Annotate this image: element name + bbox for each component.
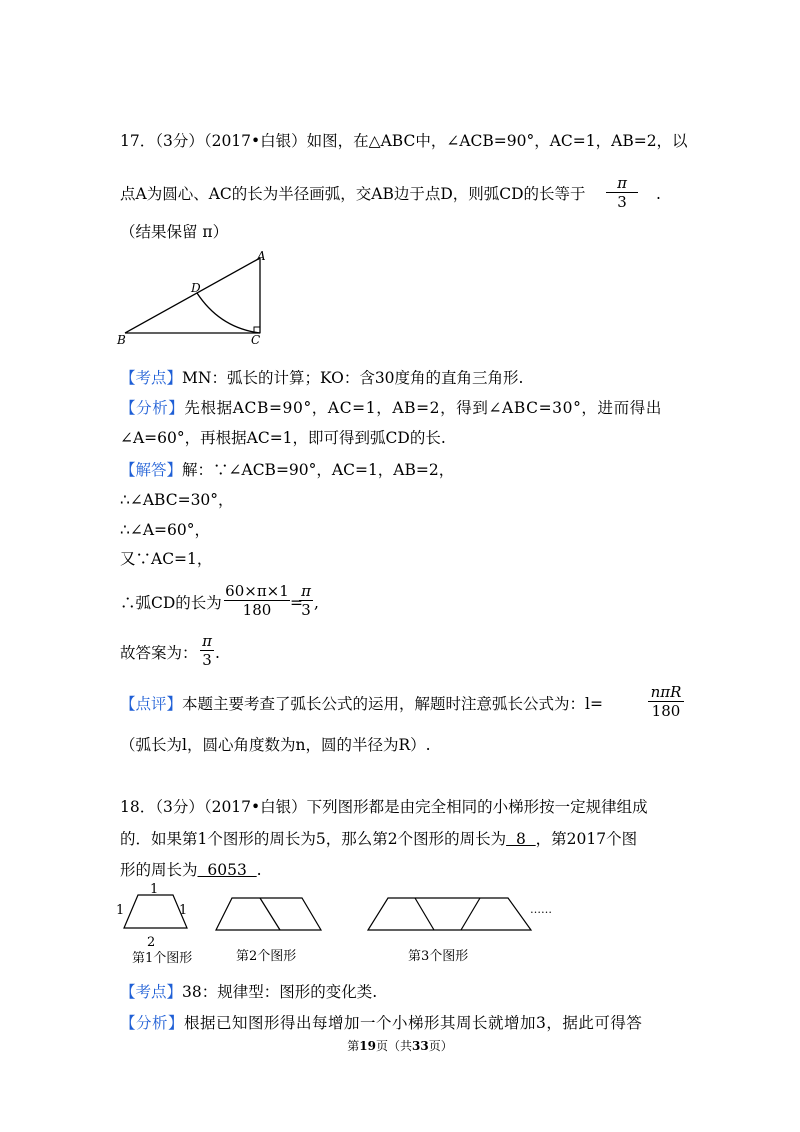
dianping-tag: 【点评】 xyxy=(120,695,183,713)
figure-1-caption: 第1个图形 xyxy=(132,951,193,966)
q17-jieda-4: 又∵AC=1， xyxy=(120,550,213,568)
figure-3-caption: 第3个图形 xyxy=(408,949,469,964)
q17-answer-num: π xyxy=(617,174,627,192)
q17-dianping-2: （弧长为l，圆心角度数为n，圆的半径为R）. xyxy=(120,736,431,754)
fenxi-text-1: 先根据ACB=90°，AC=1，AB=2，得到∠ABC=30°，进而得出 xyxy=(184,399,662,417)
trapezoid-figures xyxy=(110,880,570,970)
q17-line2-end: . xyxy=(656,185,661,203)
q17-dianping xyxy=(120,694,603,714)
guda-den: 3 xyxy=(202,651,212,669)
label-c: C xyxy=(251,333,261,347)
kaodian-text: MN：弧长的计算；KO：含30度角的直角三角形. xyxy=(182,369,524,387)
side-bottom-label: 2 xyxy=(147,935,156,950)
q17-kaodian xyxy=(120,368,523,388)
label-b: B xyxy=(117,333,126,347)
q17-fenxi-2: ∠A=60°，再根据AC=1，即可得到弧CD的长. xyxy=(120,429,446,447)
guda-num: π xyxy=(202,632,212,650)
total-pages: 33 xyxy=(412,1039,429,1053)
arc-length-fraction xyxy=(224,583,290,618)
jieda-tag: 【解答】 xyxy=(120,461,183,479)
q17-jieda-5-pre: ∴弧CD的长为 xyxy=(120,594,222,612)
q17-jieda-3: ∴∠A=60°， xyxy=(120,521,211,539)
ellipsis-dots: …… xyxy=(530,903,552,916)
q17-guda-pre: 故答案为： xyxy=(120,644,198,662)
q17-answer-den: 3 xyxy=(617,193,627,211)
q17-answer-fraction xyxy=(606,175,638,210)
kaodian-text: 38：规律型：图形的变化类. xyxy=(182,983,378,1001)
q18-line1: 18．（3分）（2017•白银）下列图形都是由完全相同的小梯形按一定规律组成 xyxy=(120,798,648,816)
fenxi-tag: 【分析】 xyxy=(120,1014,185,1032)
q17-jieda-2: ∴∠ABC=30°， xyxy=(120,491,234,509)
figure-3-divider-2 xyxy=(461,898,480,930)
result-den: 3 xyxy=(301,601,311,619)
q18-answer-1: 8 xyxy=(506,830,536,848)
label-a: A xyxy=(257,249,266,263)
figure-2-outline xyxy=(216,898,321,930)
q18-line2 xyxy=(120,829,637,849)
formula-den: 180 xyxy=(651,702,681,720)
footer-post: 页） xyxy=(428,1039,453,1053)
page-footer xyxy=(0,1036,800,1056)
footer-mid: 页（共 xyxy=(375,1039,412,1053)
q18-line3-a: 形的周长为 xyxy=(120,861,198,879)
triangle-figure xyxy=(115,248,275,348)
jieda-text-1: 解：∵∠ACB=90°，AC=1，AB=2， xyxy=(182,461,455,479)
fenxi-tag: 【分析】 xyxy=(120,399,185,417)
equals-sign: = xyxy=(290,594,303,612)
figure-2-caption: 第2个图形 xyxy=(236,949,297,964)
fenxi-text: 根据已知图形得出每增加一个小梯形其周长就增加3，据此可得答 xyxy=(184,1014,643,1032)
arc-length-den: 180 xyxy=(242,601,272,619)
guda-end: . xyxy=(215,644,220,662)
q18-fenxi xyxy=(120,1013,642,1033)
side-left-label: 1 xyxy=(116,903,125,918)
arc-length-result xyxy=(299,583,313,618)
q18-line3-b: . xyxy=(256,861,262,879)
formula-num: nπR xyxy=(650,683,682,701)
label-d: D xyxy=(191,281,201,295)
dianping-text: 本题主要考查了弧长公式的运用，解题时注意弧长公式为：l= xyxy=(182,695,603,713)
q17-line1: 17．（3分）（2017•白银）如图，在△ABC中，∠ACB=90°，AC=1，AB=2，以 xyxy=(120,132,688,150)
arc-formula-fraction xyxy=(648,684,684,719)
side-ab xyxy=(125,258,260,333)
jieda-5-end: , xyxy=(314,594,319,612)
q18-line2-b: ，第2017个图 xyxy=(535,830,638,848)
q17-line3: （结果保留 π） xyxy=(120,223,229,241)
side-top-label: 1 xyxy=(150,882,159,897)
guda-fraction xyxy=(200,633,214,668)
figure-2-divider xyxy=(260,898,280,930)
figure-3-divider-1 xyxy=(415,898,434,930)
q18-answer-2: 6053 xyxy=(197,861,257,879)
q18-kaodian xyxy=(120,982,377,1002)
q17-jieda xyxy=(120,460,454,480)
figure-3-outline xyxy=(368,898,531,930)
kaodian-tag: 【考点】 xyxy=(120,369,183,387)
q17-line2: 点A为圆心、AC的长为半径画弧，交AB边于点D，则弧CD的长等于 xyxy=(120,185,586,203)
q18-line2-a: 的．如果第1个图形的周长为5，那么第2个图形的周长为 xyxy=(120,830,507,848)
page-number: 19 xyxy=(359,1039,376,1053)
footer-pre: 第 xyxy=(347,1039,360,1053)
q17-fenxi xyxy=(120,398,662,418)
result-num: π xyxy=(301,582,311,600)
kaodian-tag: 【考点】 xyxy=(120,983,183,1001)
q18-line3 xyxy=(120,860,262,880)
arc-cd xyxy=(197,293,260,333)
side-right-label: 1 xyxy=(179,903,188,918)
arc-length-num: 60×π×1 xyxy=(225,582,289,600)
trapezoid-1 xyxy=(124,895,187,928)
